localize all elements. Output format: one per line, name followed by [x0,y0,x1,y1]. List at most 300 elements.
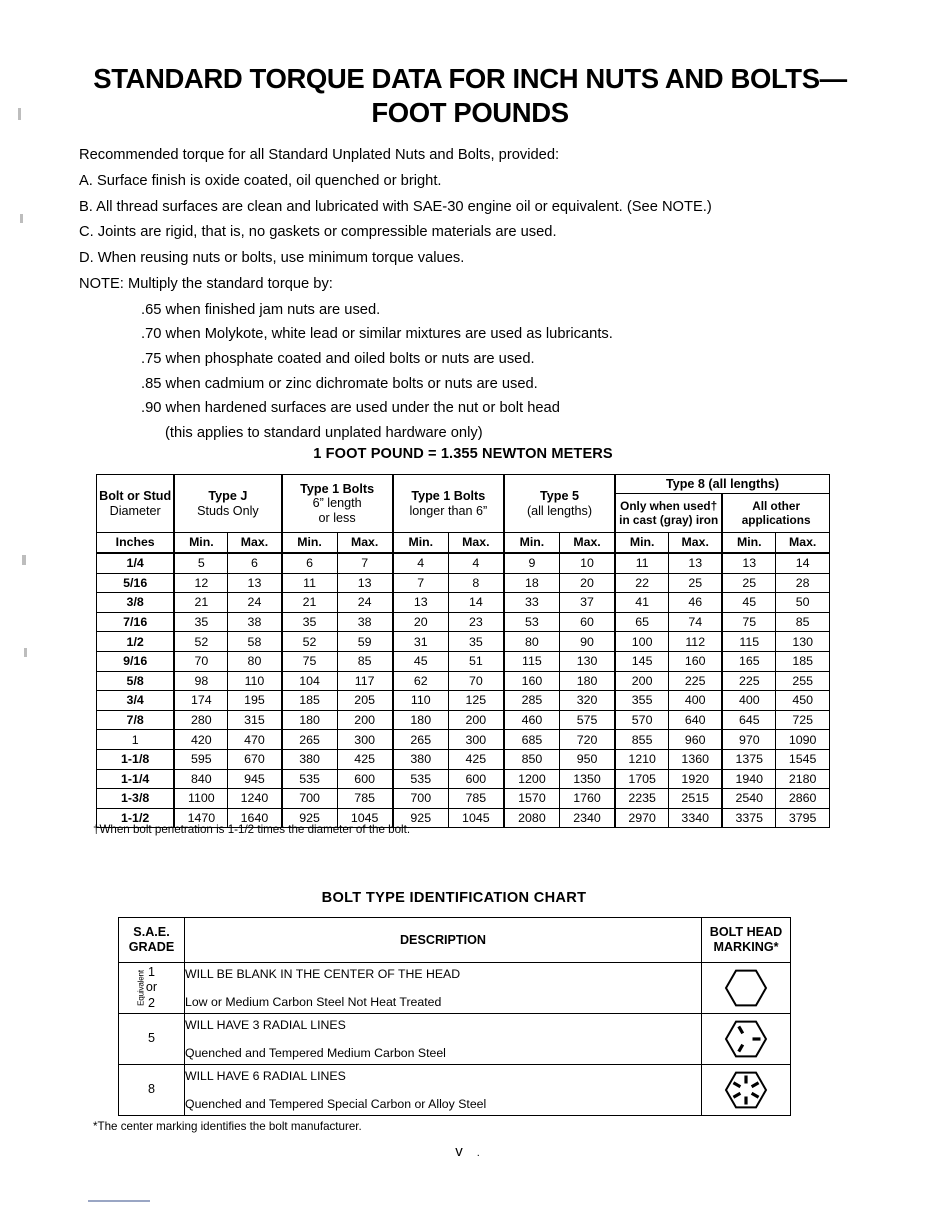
header-type-8-all-other [722,494,829,533]
cell-torque-value: 1045 [448,808,504,828]
header-type-8-cast-max: Max. [669,533,723,554]
cell-torque-value: 3375 [722,808,776,828]
header-bolt-or-stud-diameter [97,475,175,533]
header-group-type-1-short-line-1: Type 1 Bolts [300,481,375,496]
cell-torque-value: 74 [669,612,723,632]
page-title-line-2: FOOT POUNDS [371,97,569,128]
cell-torque-value: 1210 [615,749,669,769]
header-group-type-8: Type 8 (all lengths) [615,475,829,494]
cell-torque-value: 300 [337,730,393,750]
intro-condition-b: B. All thread surfaces are clean and lubricated with SAE-30 engine oil or equivalent. (See NOTE.) [79,198,712,215]
cell-torque-value: 785 [337,789,393,809]
grade-value: 8 [147,1082,155,1097]
page-title-line-1: STANDARD TORQUE DATA FOR INCH NUTS AND BOLTS— [93,63,847,94]
cell-torque-value: 300 [448,730,504,750]
cell-torque-value: 20 [559,573,615,593]
cell-bolt-diameter: 1/4 [97,553,175,573]
cell-torque-value: 200 [615,671,669,691]
cell-torque-value: 31 [393,632,449,652]
cell-torque-value: 225 [722,671,776,691]
header-sae-grade-line-1: S.A.E. [133,925,170,939]
hexagon-6-radial-lines-icon [702,1066,790,1114]
cell-torque-value: 37 [559,593,615,613]
description-line-2: Low or Medium Carbon Steel Not Heat Treated [185,995,442,1009]
table-row [97,612,830,632]
torque-table-footnote: †When bolt penetration is 1-1/2 times the diameter of the bolt. [93,823,411,836]
description-line-2: Quenched and Tempered Special Carbon or Alloy Steel [185,1097,487,1111]
cell-torque-value: 355 [615,691,669,711]
cell-torque-value: 280 [174,710,228,730]
cell-torque-value: 70 [174,651,228,671]
grade-value: 2 [147,995,155,1010]
cell-torque-value: 315 [228,710,282,730]
hexagon-3-radial-lines-icon [702,1015,790,1063]
hexagon-blank-icon [702,964,790,1012]
cell-torque-value: 104 [282,671,338,691]
header-group-type-1-short [282,475,393,533]
bolt-type-table [118,917,791,1116]
header-type-8-all-other-line-1: All other [752,498,801,513]
multiplier-item-70: .70 when Molykote, white lead or similar mixtures are used as lubricants. [141,326,613,343]
scan-speck [20,214,23,223]
cell-torque-value: 670 [228,749,282,769]
cell-torque-value: 7 [337,553,393,573]
cell-torque-value: 13 [228,573,282,593]
cell-torque-value: 59 [337,632,393,652]
header-type-8-cast-min: Min. [615,533,669,554]
cell-torque-value: 53 [504,612,560,632]
header-unit-inches: Inches [97,533,175,554]
multiplier-item-85: .85 when cadmium or zinc dichromate bolts or nuts are used. [141,375,538,392]
cell-torque-value: 1200 [504,769,560,789]
header-type-j-max: Max. [228,533,282,554]
cell-bolt-diameter: 1/2 [97,632,175,652]
cell-torque-value: 145 [615,651,669,671]
cell-torque-value: 1545 [776,749,830,769]
cell-torque-value: 2860 [776,789,830,809]
cell-torque-value: 38 [337,612,393,632]
cell-torque-value: 2970 [615,808,669,828]
hexagon-bolt-head-icon [723,964,769,1012]
header-group-type-j-line-1: Type J [208,489,248,504]
cell-torque-value: 110 [393,691,449,711]
table-row [97,593,830,613]
header-type-8-cast-iron-line-2: in cast (gray) iron [619,513,719,527]
cell-torque-value: 2180 [776,769,830,789]
cell-torque-value: 265 [282,730,338,750]
table-row [97,789,830,809]
cell-torque-value: 1640 [228,808,282,828]
header-bolt-head-marking [702,918,791,963]
cell-bolt-diameter: 3/8 [97,593,175,613]
cell-torque-value: 52 [282,632,338,652]
description-line-1: WILL BE BLANK IN THE CENTER OF THE HEAD [185,967,461,981]
cell-torque-value: 38 [228,612,282,632]
cell-torque-value: 460 [504,710,560,730]
header-group-type-5 [504,475,615,533]
header-bolt-head-marking-line-2: MARKING* [713,940,779,954]
torque-table-body [97,553,830,828]
cell-description [185,1065,702,1116]
cell-torque-value: 195 [228,691,282,711]
bolt-type-header-row [119,918,791,963]
cell-torque-value: 28 [776,573,830,593]
cell-torque-value: 125 [448,691,504,711]
page-folio-number: v [455,1143,463,1160]
table-row [97,671,830,691]
table-row [119,1014,791,1065]
grade-value: 5 [147,1031,155,1046]
cell-torque-value: 225 [669,671,723,691]
cell-torque-value: 115 [504,651,560,671]
cell-torque-value: 645 [722,710,776,730]
header-group-type-j [174,475,281,533]
cell-torque-value: 3340 [669,808,723,828]
cell-torque-value: 25 [722,573,776,593]
cell-torque-value: 850 [504,749,560,769]
cell-torque-value: 600 [337,769,393,789]
grade-value: or [145,980,158,995]
cell-torque-value: 130 [776,632,830,652]
header-type-1-short-min: Min. [282,533,338,554]
cell-torque-value: 180 [393,710,449,730]
cell-torque-value: 855 [615,730,669,750]
cell-torque-value: 70 [448,671,504,691]
cell-torque-value: 80 [228,651,282,671]
multiplier-item-65: .65 when finished jam nuts are used. [141,301,381,318]
cell-torque-value: 41 [615,593,669,613]
cell-torque-value: 11 [615,553,669,573]
cell-bolt-diameter: 1-1/4 [97,769,175,789]
header-type-8-cast-iron [615,494,722,533]
cell-torque-value: 1360 [669,749,723,769]
table-row [97,573,830,593]
cell-bolt-diameter: 7/16 [97,612,175,632]
cell-bolt-diameter: 5/16 [97,573,175,593]
header-type-8-all-other-line-2: applications [741,513,811,527]
radial-line-mark [739,1045,743,1052]
cell-torque-value: 380 [393,749,449,769]
cell-torque-value: 400 [669,691,723,711]
cell-torque-value: 1100 [174,789,228,809]
cell-torque-value: 112 [669,632,723,652]
intro-condition-c: C. Joints are rigid, that is, no gaskets or compressible materials are used. [79,224,557,241]
cell-torque-value: 45 [722,593,776,613]
header-diameter-line-1: Bolt or Stud [99,489,172,504]
cell-torque-value: 14 [776,553,830,573]
table-row [119,963,791,1014]
radial-line-mark [739,1026,743,1033]
cell-torque-value: 98 [174,671,228,691]
table-row [97,632,830,652]
cell-torque-value: 700 [393,789,449,809]
cell-torque-value: 117 [337,671,393,691]
cell-torque-value: 1940 [722,769,776,789]
header-group-type-5-line-2: (all lengths) [526,503,593,518]
multiplier-item-75: .75 when phosphate coated and oiled bolts or nuts are used. [141,350,535,367]
cell-torque-value: 2540 [722,789,776,809]
cell-torque-value: 130 [559,651,615,671]
cell-torque-value: 21 [282,593,338,613]
cell-torque-value: 600 [448,769,504,789]
torque-table [96,474,830,828]
cell-torque-value: 535 [282,769,338,789]
page-folio-dot: . [476,1147,480,1159]
table-row [97,651,830,671]
cell-torque-value: 640 [669,710,723,730]
torque-header-row-minmax [97,533,830,554]
cell-torque-value: 165 [722,651,776,671]
cell-torque-value: 840 [174,769,228,789]
cell-torque-value: 450 [776,691,830,711]
cell-sae-grade [119,963,185,1014]
header-bolt-head-marking-line-1: BOLT HEAD [709,925,783,939]
header-description: DESCRIPTION [185,918,702,963]
cell-torque-value: 8 [448,573,504,593]
cell-bolt-diameter: 7/8 [97,710,175,730]
cell-torque-value: 320 [559,691,615,711]
header-type-j-min: Min. [174,533,228,554]
header-type-5-max: Max. [559,533,615,554]
cell-torque-value: 200 [448,710,504,730]
equivalent-label: Equivalent [136,970,146,1006]
cell-bolt-diameter: 3/4 [97,691,175,711]
cell-torque-value: 14 [448,593,504,613]
cell-torque-value: 4 [448,553,504,573]
multiplier-item-90: .90 when hardened surfaces are used under the nut or bolt head [141,400,560,417]
cell-torque-value: 6 [282,553,338,573]
cell-torque-value: 2340 [559,808,615,828]
cell-torque-value: 9 [504,553,560,573]
cell-torque-value: 60 [559,612,615,632]
header-type-5-min: Min. [504,533,560,554]
cell-torque-value: 950 [559,749,615,769]
cell-torque-value: 20 [393,612,449,632]
cell-bolt-diameter: 9/16 [97,651,175,671]
hexagon-bolt-head-icon [723,1066,769,1114]
table-row [97,710,830,730]
cell-torque-value: 3795 [776,808,830,828]
header-group-type-1-long-line-1: Type 1 Bolts [411,489,486,504]
conversion-heading: 1 FOOT POUND = 1.355 NEWTON METERS [313,446,613,462]
cell-torque-value: 285 [504,691,560,711]
bolt-type-chart-footnote: *The center marking identifies the bolt manufacturer. [93,1120,362,1133]
cell-torque-value: 180 [559,671,615,691]
table-row [97,730,830,750]
description-line-2: Quenched and Tempered Medium Carbon Steel [185,1046,446,1060]
cell-torque-value: 720 [559,730,615,750]
header-type-1-long-min: Min. [393,533,449,554]
intro-section [79,143,869,445]
cell-torque-value: 160 [669,651,723,671]
header-diameter-line-2: Diameter [109,503,161,518]
cell-torque-value: 62 [393,671,449,691]
torque-table-head [97,475,830,554]
cell-torque-value: 925 [282,808,338,828]
header-group-type-1-long [393,475,504,533]
scan-speck [22,555,26,565]
cell-torque-value: 570 [615,710,669,730]
cell-torque-value: 1045 [337,808,393,828]
radial-line-mark [733,1083,740,1087]
cell-torque-value: 785 [448,789,504,809]
cell-torque-value: 12 [174,573,228,593]
cell-torque-value: 535 [393,769,449,789]
cell-torque-value: 23 [448,612,504,632]
bolt-type-table-body [119,963,791,1116]
cell-torque-value: 575 [559,710,615,730]
cell-torque-value: 470 [228,730,282,750]
cell-torque-value: 1470 [174,808,228,828]
header-group-type-j-line-2: Studs Only [197,503,259,518]
radial-line-mark [752,1093,759,1097]
cell-torque-value: 960 [669,730,723,750]
cell-sae-grade [119,1065,185,1116]
bolt-type-table-head [119,918,791,963]
cell-torque-value: 725 [776,710,830,730]
cell-torque-value: 85 [776,612,830,632]
scan-edge-line [88,1200,150,1202]
cell-torque-value: 185 [776,651,830,671]
cell-torque-value: 13 [393,593,449,613]
cell-torque-value: 2235 [615,789,669,809]
cell-torque-value: 1350 [559,769,615,789]
description-line-1: WILL HAVE 3 RADIAL LINES [185,1018,346,1032]
cell-torque-value: 6 [228,553,282,573]
header-type-1-long-max: Max. [448,533,504,554]
hexagon-bolt-head-icon [723,1015,769,1063]
cell-bolt-diameter: 1-1/2 [97,808,175,828]
cell-torque-value: 65 [615,612,669,632]
cell-torque-value: 18 [504,573,560,593]
cell-torque-value: 970 [722,730,776,750]
cell-bolt-head-marking [702,1065,791,1116]
cell-torque-value: 425 [337,749,393,769]
header-sae-grade [119,918,185,963]
note-label: NOTE: Multiply the standard torque by: [79,275,333,292]
cell-torque-value: 24 [228,593,282,613]
multiplier-list [141,298,869,446]
cell-torque-value: 115 [722,632,776,652]
torque-table-container [96,474,830,828]
cell-bolt-head-marking [702,1014,791,1065]
cell-torque-value: 4 [393,553,449,573]
cell-torque-value: 80 [504,632,560,652]
cell-torque-value: 24 [337,593,393,613]
cell-torque-value: 5 [174,553,228,573]
page-folio [0,1143,935,1160]
scan-speck [18,108,21,120]
cell-torque-value: 595 [174,749,228,769]
header-type-8-cast-iron-line-1: Only when used† [620,498,718,513]
cell-torque-value: 200 [337,710,393,730]
cell-torque-value: 925 [393,808,449,828]
cell-bolt-diameter: 1-1/8 [97,749,175,769]
cell-torque-value: 21 [174,593,228,613]
cell-torque-value: 1090 [776,730,830,750]
cell-torque-value: 11 [282,573,338,593]
cell-torque-value: 10 [559,553,615,573]
cell-torque-value: 1375 [722,749,776,769]
header-type-8-other-min: Min. [722,533,776,554]
header-type-1-short-max: Max. [337,533,393,554]
cell-bolt-head-marking [702,963,791,1014]
cell-torque-value: 51 [448,651,504,671]
cell-torque-value: 174 [174,691,228,711]
cell-torque-value: 85 [337,651,393,671]
header-group-type-1-short-line-2: 6” length [312,496,362,511]
cell-sae-grade [119,1014,185,1065]
cell-torque-value: 160 [504,671,560,691]
cell-torque-value: 2515 [669,789,723,809]
cell-torque-value: 400 [722,691,776,711]
header-type-8-other-max: Max. [776,533,830,554]
cell-torque-value: 685 [504,730,560,750]
intro-condition-d: D. When reusing nuts or bolts, use minimum torque values. [79,250,465,267]
table-row [97,749,830,769]
radial-line-mark [752,1083,759,1087]
grade-value: 1 [147,964,155,979]
cell-torque-value: 58 [228,632,282,652]
cell-torque-value: 2080 [504,808,560,828]
cell-torque-value: 22 [615,573,669,593]
cell-description [185,963,702,1014]
cell-torque-value: 100 [615,632,669,652]
cell-bolt-diameter: 1-3/8 [97,789,175,809]
cell-torque-value: 700 [282,789,338,809]
cell-torque-value: 380 [282,749,338,769]
page-title [70,62,870,130]
cell-bolt-diameter: 1 [97,730,175,750]
table-row [97,553,830,573]
cell-torque-value: 13 [337,573,393,593]
cell-torque-value: 35 [282,612,338,632]
cell-torque-value: 13 [722,553,776,573]
intro-lead: Recommended torque for all Standard Unplated Nuts and Bolts, provided: [79,147,560,163]
scan-speck [24,648,27,657]
cell-torque-value: 1705 [615,769,669,789]
cell-torque-value: 1240 [228,789,282,809]
cell-torque-value: 180 [282,710,338,730]
cell-torque-value: 52 [174,632,228,652]
header-group-type-1-long-line-2: longer than 6” [409,503,488,518]
cell-torque-value: 7 [393,573,449,593]
cell-torque-value: 50 [776,593,830,613]
cell-torque-value: 90 [559,632,615,652]
cell-torque-value: 46 [669,593,723,613]
torque-header-row-groups [97,475,830,494]
bolt-type-chart-container [118,917,790,1116]
cell-torque-value: 25 [669,573,723,593]
cell-torque-value: 75 [722,612,776,632]
table-row [97,691,830,711]
cell-torque-value: 33 [504,593,560,613]
cell-torque-value: 13 [669,553,723,573]
header-group-type-5-line-1: Type 5 [540,489,579,504]
description-line-1: WILL HAVE 6 RADIAL LINES [185,1069,346,1083]
cell-torque-value: 205 [337,691,393,711]
cell-torque-value: 75 [282,651,338,671]
cell-torque-value: 945 [228,769,282,789]
cell-torque-value: 110 [228,671,282,691]
cell-torque-value: 1920 [669,769,723,789]
cell-torque-value: 425 [448,749,504,769]
table-row [97,769,830,789]
cell-torque-value: 35 [448,632,504,652]
radial-line-mark [733,1093,740,1097]
cell-torque-value: 255 [776,671,830,691]
cell-bolt-diameter: 5/8 [97,671,175,691]
